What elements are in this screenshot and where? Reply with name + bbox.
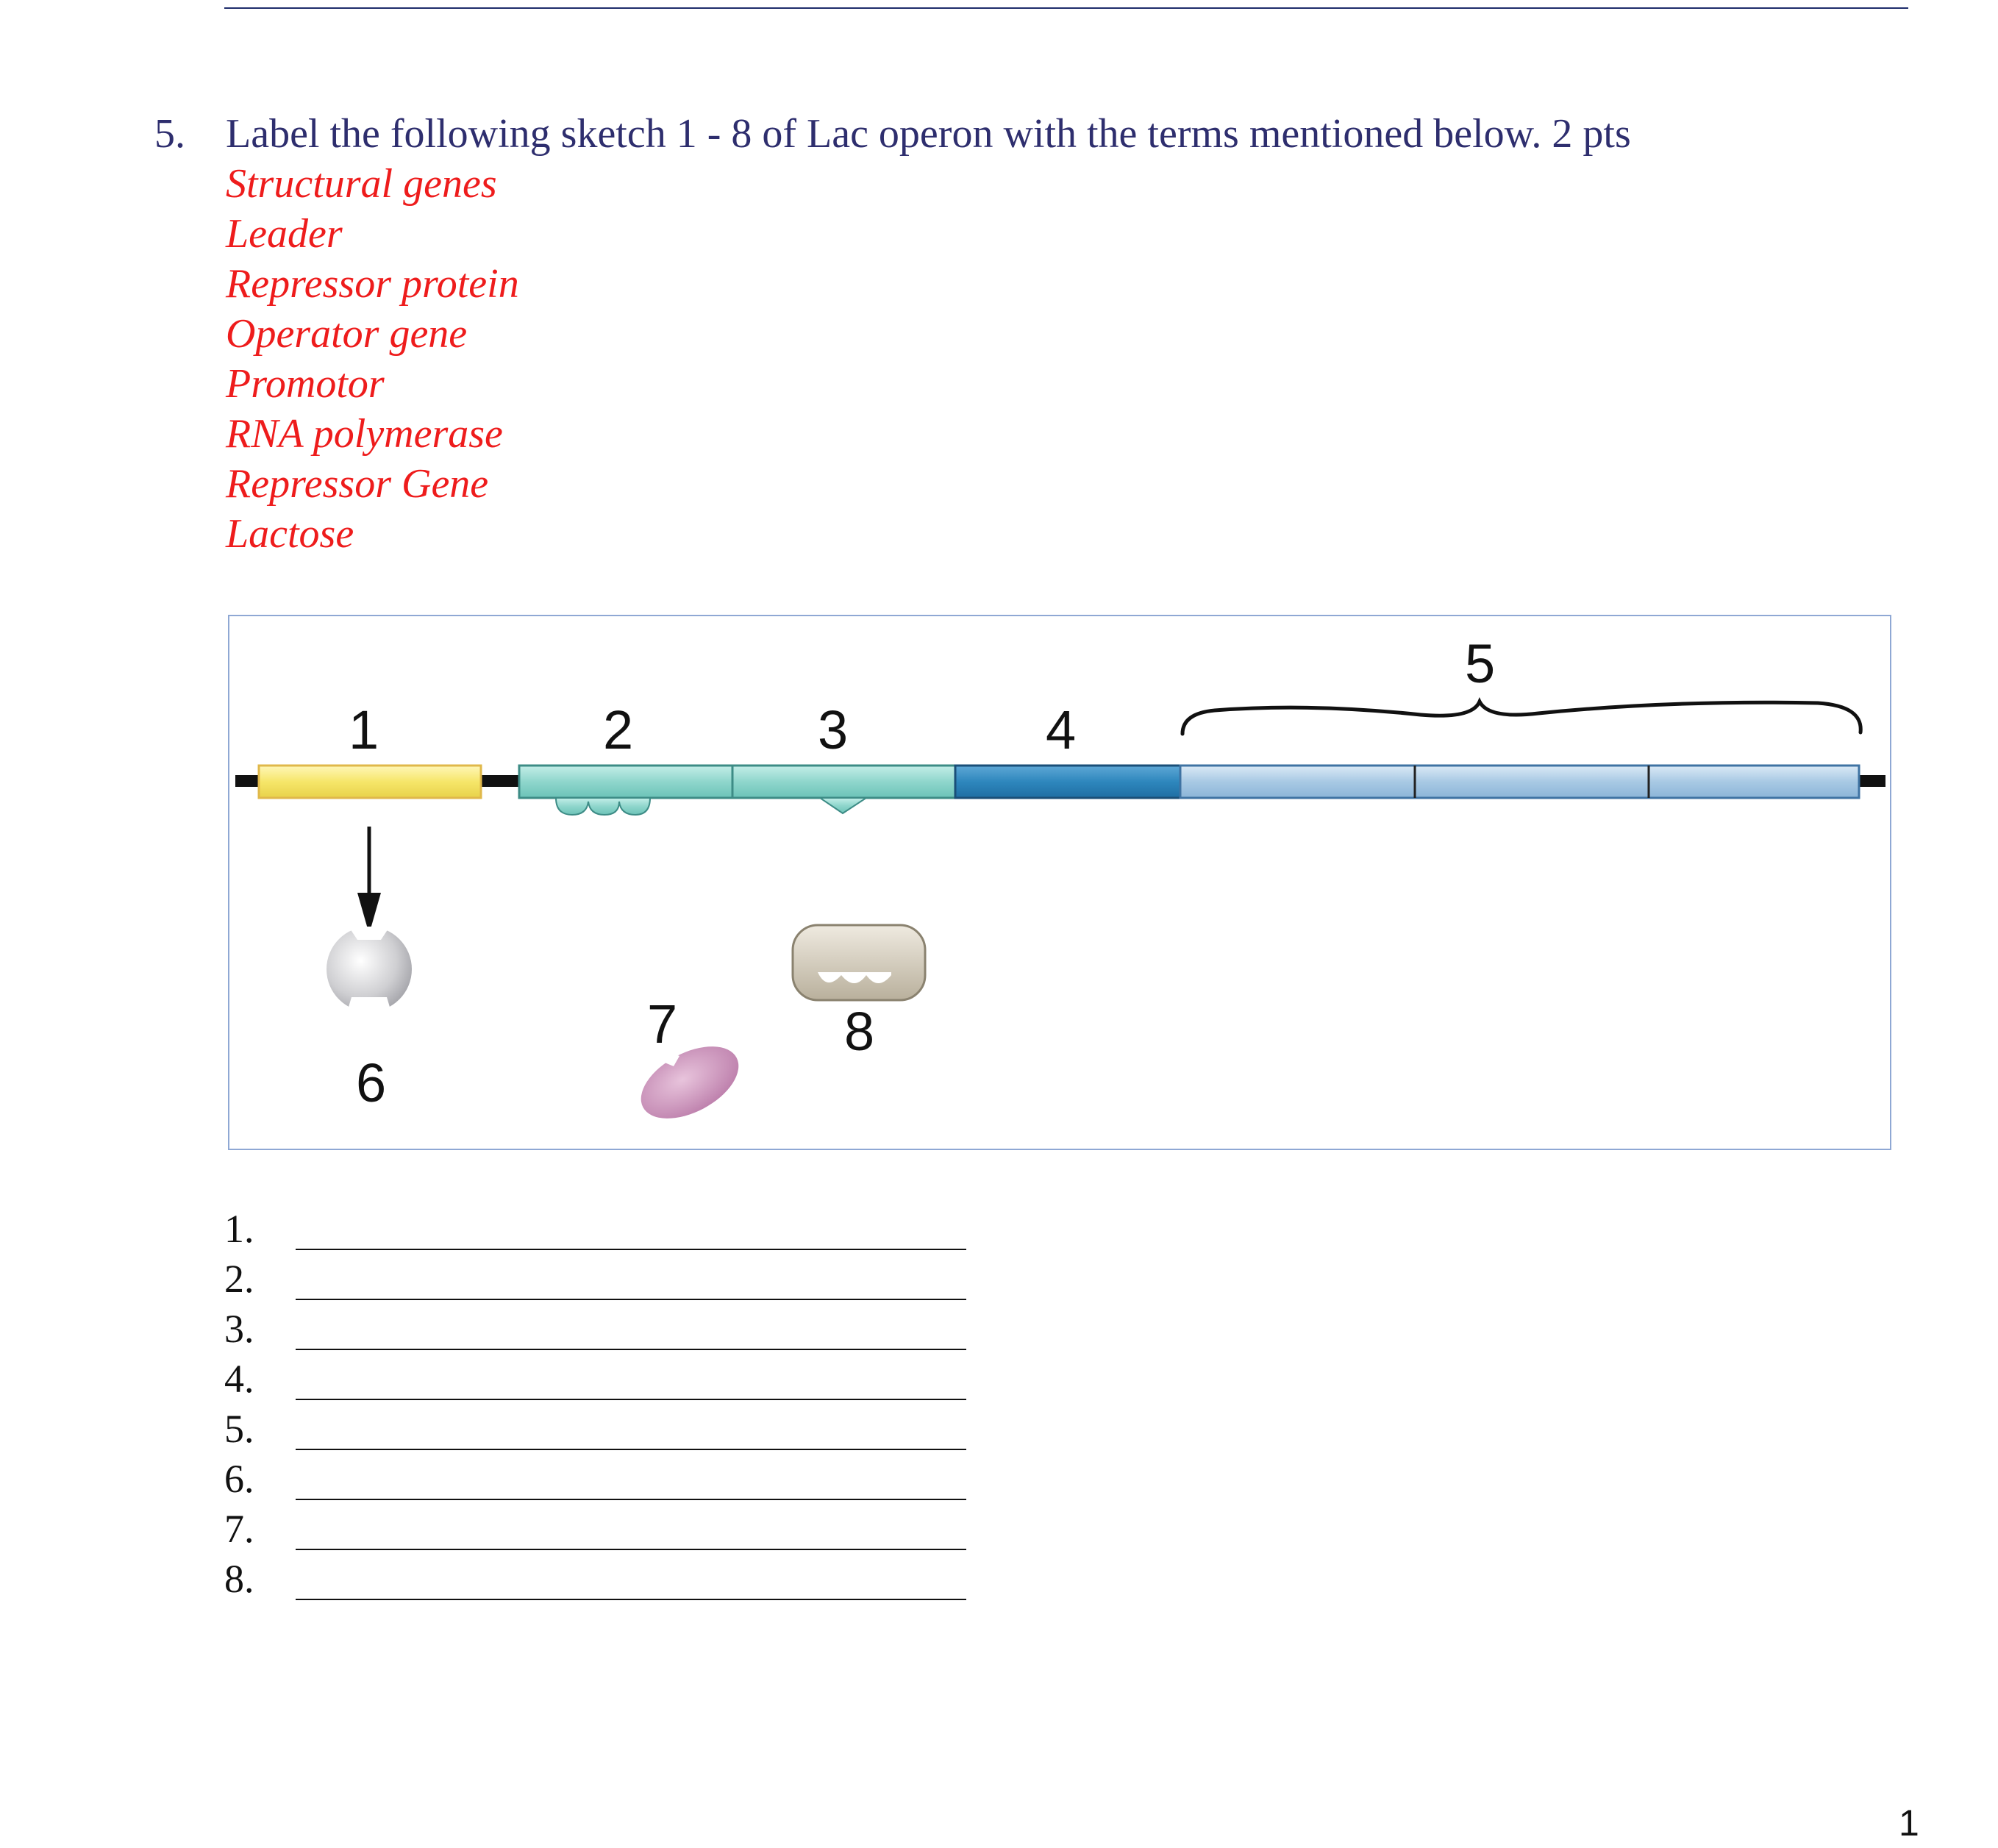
top-rule [224,7,1908,9]
page-number: 1 [1899,1802,1919,1844]
gene-segment-4 [955,766,1180,798]
binding-site-3 [820,798,866,813]
answer-blank[interactable] [296,1399,966,1400]
answer-number: 7. [224,1507,254,1551]
term-item: RNA polymerase [226,411,503,457]
answer-number: 1. [224,1207,254,1251]
term-item: Lactose [226,511,354,557]
figure-label-6: 6 [356,1052,387,1113]
protein-8-pocket [818,972,891,983]
lac-operon-diagram [229,616,1890,1149]
answer-number: 2. [224,1257,254,1301]
term-item: Repressor Gene [226,461,489,507]
answer-blank[interactable] [296,1349,966,1350]
figure-label-8: 8 [844,1001,875,1062]
lac-operon-figure [228,615,1891,1150]
term-item: Repressor protein [226,261,519,307]
figure-label-5: 5 [1465,633,1496,694]
answer-number: 8. [224,1557,254,1601]
figure-label-4: 4 [1046,699,1077,760]
answer-blank[interactable] [296,1599,966,1600]
term-item: Promotor [226,361,385,407]
answer-blank[interactable] [296,1449,966,1450]
binding-site-2 [556,798,650,815]
answer-blank[interactable] [296,1249,966,1250]
answer-number: 3. [224,1307,254,1351]
gene-segment-2 [519,766,732,798]
answer-number: 5. [224,1407,254,1451]
term-item: Leader [226,211,343,257]
gene-segment-5 [1180,766,1859,798]
dna-end-cap-right [1859,775,1885,787]
answer-blank[interactable] [296,1499,966,1500]
bracket-5 [1182,702,1860,734]
protein-6-notch [347,997,391,1012]
protein-8 [793,925,925,1000]
figure-label-3: 3 [818,699,849,760]
figure-label-2: 2 [603,699,634,760]
term-list [226,159,519,559]
figure-label-1: 1 [349,699,379,760]
answer-blank[interactable] [296,1299,966,1300]
gene-segment-3 [732,766,955,798]
question-text: Label the following sketch 1 - 8 of Lac operon with the terms mentioned below. 2 pts [226,111,1631,157]
gene-segment-1 [259,766,481,798]
answer-number: 4. [224,1357,254,1401]
answer-number: 6. [224,1457,254,1501]
dna-linker [479,775,521,787]
term-item: Structural genes [226,161,497,207]
term-item: Operator gene [226,311,468,357]
question-number: 5. [154,111,185,157]
figure-label-7: 7 [647,993,678,1055]
answer-blank[interactable] [296,1549,966,1550]
